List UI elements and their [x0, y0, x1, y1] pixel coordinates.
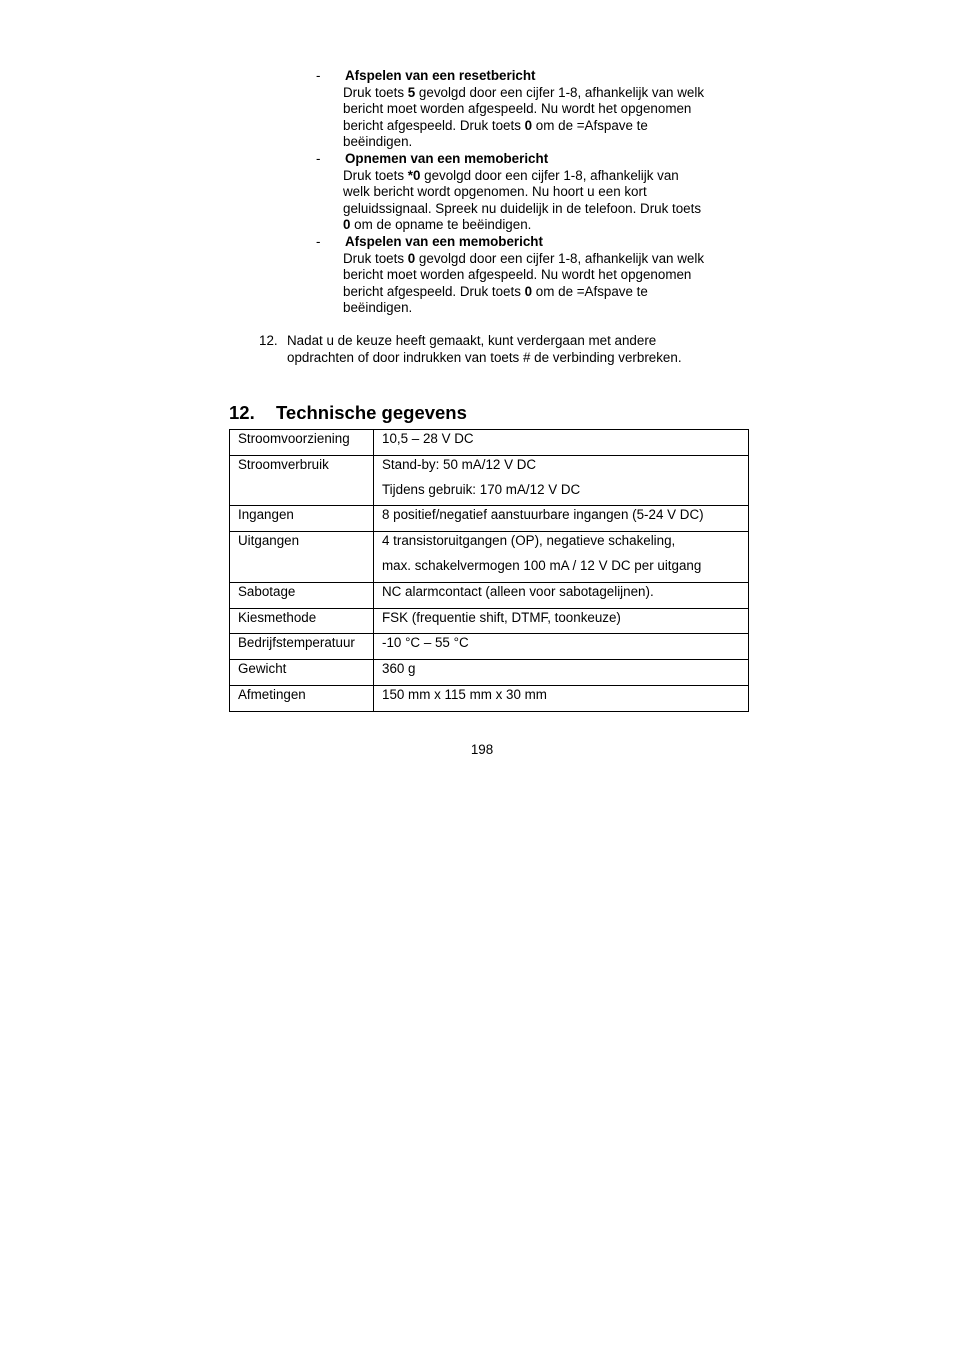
- spec-key: Sabotage: [238, 583, 296, 599]
- bullet-item: [313, 68, 753, 151]
- spec-key: Uitgangen: [238, 533, 300, 549]
- bullet-dash: -: [316, 68, 321, 83]
- spec-row: [230, 532, 749, 583]
- bullet-text: [343, 251, 753, 317]
- spec-row: [230, 506, 749, 532]
- spec-value-cell: [374, 506, 749, 532]
- spec-key-cell: [230, 455, 374, 506]
- bold-key: 5: [407, 84, 416, 100]
- section-title-text: Technische gegevens: [276, 402, 467, 423]
- step-text: [259, 332, 729, 366]
- text-run: geluidssignaal. Spreek nu duidelijk in de telefoon. Druk toets: [343, 200, 702, 216]
- spec-row: [230, 430, 749, 456]
- text-run: gevolgd door een cijfer 1-8, afhankelijk van welk: [415, 84, 705, 100]
- numbered-step-12: [259, 332, 729, 366]
- spec-key-cell: [230, 532, 374, 583]
- text-run: gevolgd door een cijfer 1-8, afhankelijk van: [420, 167, 679, 183]
- spec-key: Bedrijfstemperatuur: [238, 635, 355, 651]
- bold-key: 0: [343, 217, 351, 233]
- page-number: 198: [470, 742, 494, 757]
- bold-key: 0: [407, 250, 416, 266]
- text-run: beëindigen.: [343, 134, 413, 150]
- spec-key-cell: [230, 685, 374, 711]
- spec-key-cell: [230, 608, 374, 634]
- text-run: Druk toets: [343, 167, 408, 183]
- specs-table-body: [230, 430, 749, 712]
- spec-value: 8 positief/negatief aanstuurbare ingangen (5-24 V DC): [382, 507, 704, 523]
- spec-key-cell: [230, 660, 374, 686]
- spec-value: 150 mm x 115 mm x 30 mm: [382, 686, 547, 702]
- spec-row: [230, 608, 749, 634]
- text-run: om de =Afspave te: [532, 117, 648, 133]
- bullet-heading: Opnemen van een memobericht: [345, 150, 549, 166]
- section-number: 12.: [229, 402, 255, 423]
- spec-row: [230, 634, 749, 660]
- technical-specs-table: [229, 429, 749, 712]
- spec-key: Kiesmethode: [238, 609, 317, 625]
- bold-key: 0: [524, 283, 533, 299]
- spec-value: -10 °C – 55 °C: [382, 635, 469, 651]
- spec-value: FSK (frequentie shift, DTMF, toonkeuze): [382, 609, 621, 625]
- spec-key-cell: [230, 506, 374, 532]
- text-run: gevolgd door een cijfer 1-8, afhankelijk van welk: [415, 250, 705, 266]
- spec-key-cell: [230, 582, 374, 608]
- spec-key: Gewicht: [238, 661, 287, 677]
- bullet-heading: Afspelen van een resetbericht: [345, 68, 536, 83]
- bullet-text: [343, 168, 753, 234]
- spec-value: Tijdens gebruik: 170 mA/12 V DC: [382, 481, 581, 497]
- spec-value: Stand-by: 50 mA/12 V DC: [382, 456, 537, 472]
- spec-value-cell: [374, 608, 749, 634]
- text-run: Druk toets: [343, 250, 408, 266]
- spec-value-cell: [374, 660, 749, 686]
- spec-value-cell: [374, 582, 749, 608]
- bold-key: *0: [407, 167, 421, 183]
- spec-value: 10,5 – 28 V DC: [382, 431, 474, 446]
- spec-row: [230, 685, 749, 711]
- text-run: bericht afgespeeld. Druk toets: [343, 283, 525, 299]
- spec-row: [230, 455, 749, 506]
- spec-value: max. schakelvermogen 100 mA / 12 V DC per uitgang: [382, 557, 702, 573]
- step-text-line: opdrachten of door indrukken van toets # de verbinding verbreken.: [287, 350, 682, 365]
- spec-value-cell: [374, 634, 749, 660]
- step-text-line: Nadat u de keuze heeft gemaakt, kunt verdergaan met andere: [287, 333, 657, 348]
- text-run: Druk toets: [343, 84, 408, 100]
- section-heading: [229, 402, 467, 424]
- text-run: bericht afgespeeld. Druk toets: [343, 117, 525, 133]
- spec-row: [230, 660, 749, 686]
- bullet-item: [313, 234, 753, 317]
- text-run: welk bericht wordt opgenomen. Nu hoort u een kort: [343, 184, 647, 200]
- bullet-dash: -: [316, 150, 321, 166]
- text-run: bericht moet worden afgespeeld. Nu wordt het opgenomen: [343, 267, 692, 283]
- spec-value-cell: [374, 430, 749, 456]
- spec-key: Stroomverbruik: [238, 456, 329, 472]
- spec-value: 4 transistoruitgangen (OP), negatieve schakeling,: [382, 533, 676, 549]
- spec-key-cell: [230, 634, 374, 660]
- spec-value: 360 g: [382, 661, 416, 677]
- bullet-item: [313, 151, 753, 234]
- spec-key: Afmetingen: [238, 686, 306, 702]
- spec-value-cell: [374, 685, 749, 711]
- text-run: om de opname te beëindigen.: [350, 217, 532, 233]
- spec-key: Ingangen: [238, 507, 294, 523]
- instruction-bullet-list: [313, 68, 753, 317]
- spec-key: Stroomvoorziening: [238, 431, 350, 446]
- bold-key: 0: [524, 117, 533, 133]
- spec-value: NC alarmcontact (alleen voor sabotagelijnen).: [382, 583, 654, 599]
- step-number: 12.: [259, 333, 278, 348]
- spec-key-cell: [230, 430, 374, 456]
- spec-value-cell: [374, 532, 749, 583]
- bullet-dash: -: [316, 233, 321, 249]
- bullet-heading: Afspelen van een memobericht: [345, 233, 543, 249]
- text-run: bericht moet worden afgespeeld. Nu wordt het opgenomen: [343, 101, 692, 117]
- spec-value-cell: [374, 455, 749, 506]
- bullet-text: [343, 85, 753, 151]
- text-run: om de =Afspave te: [532, 283, 648, 299]
- spec-row: [230, 582, 749, 608]
- text-run: beëindigen.: [343, 300, 413, 316]
